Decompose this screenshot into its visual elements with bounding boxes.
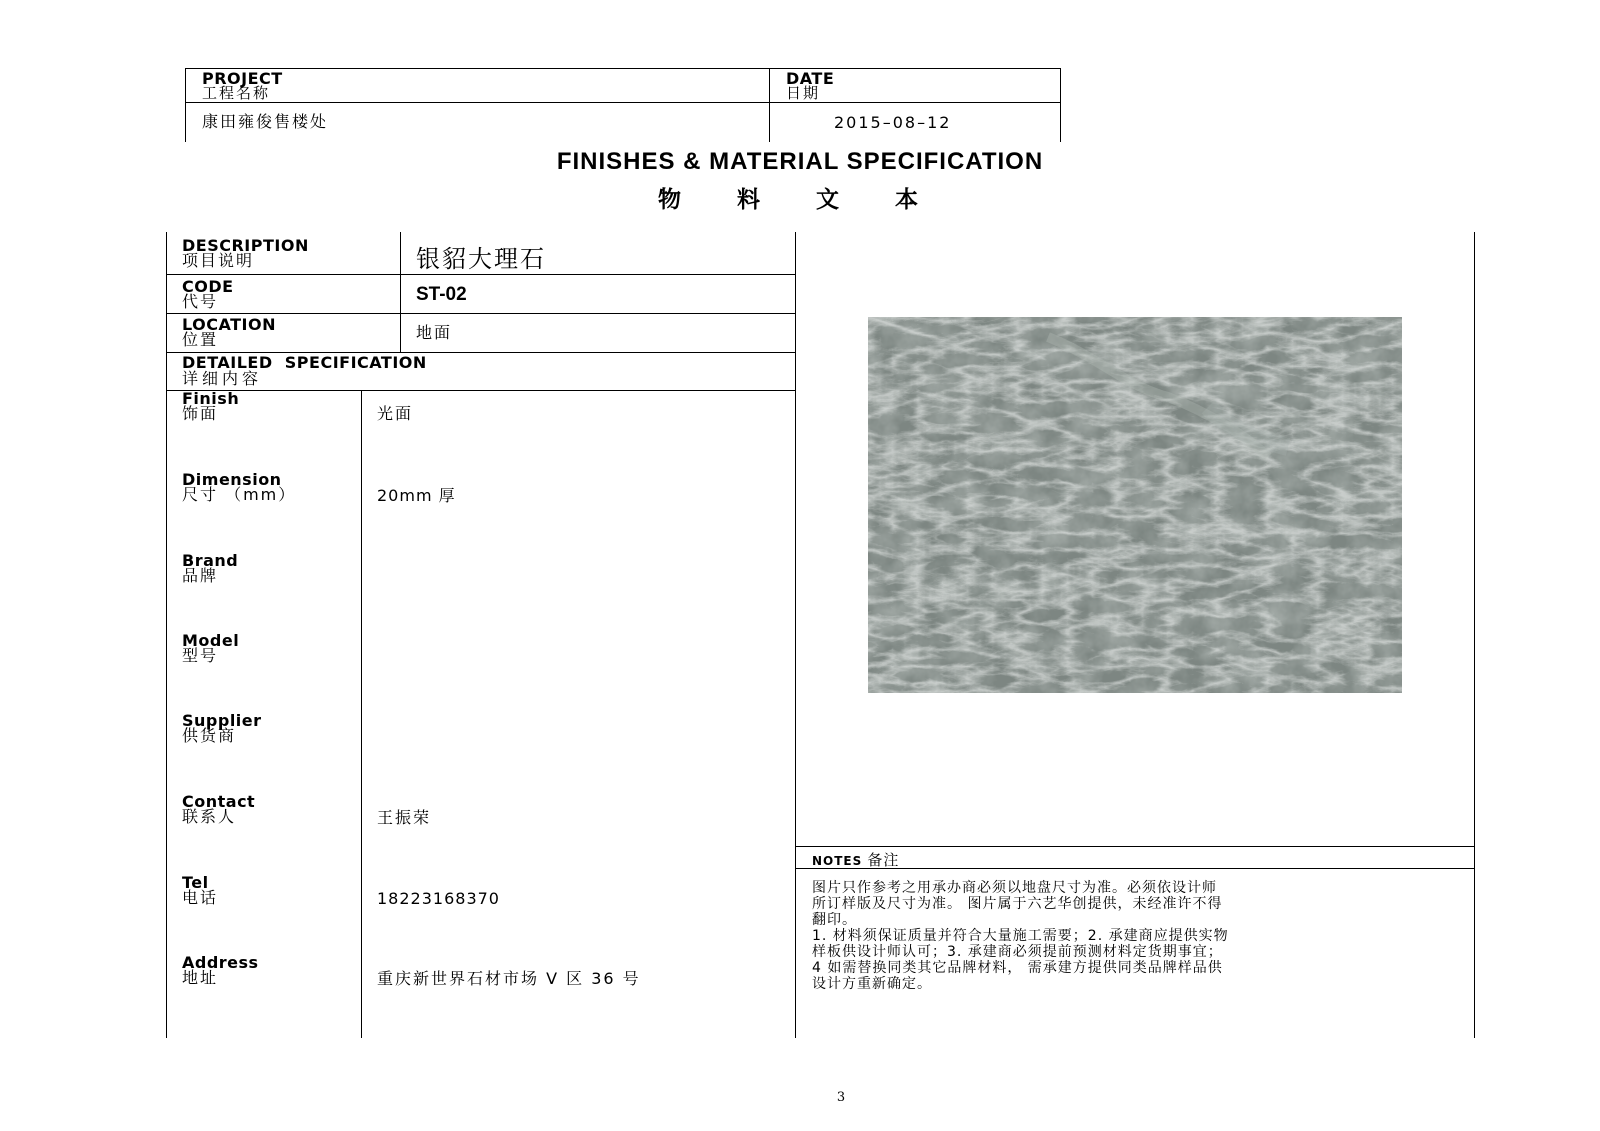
description-label-zh: 项目说明 — [182, 251, 255, 270]
project-label-zh: 工程名称 — [202, 84, 271, 102]
divider — [166, 313, 796, 314]
divider — [186, 102, 1060, 103]
notes-line: 设计方重新确定。 — [812, 976, 932, 992]
date-value: 2015–08–12 — [834, 113, 952, 132]
contact-label-zh: 联系人 — [182, 807, 237, 826]
divider — [795, 846, 1475, 847]
divider — [400, 232, 401, 352]
divider — [361, 390, 362, 1038]
detailed-spec-label-zh: 详细内容 — [182, 369, 263, 388]
document-title-zh: 物 料 文 本 — [657, 187, 943, 213]
project-header-table — [185, 68, 1061, 142]
notes-line: 所订样版及尺寸为准。 图片属于六艺华创提供，未经准许不得 — [812, 896, 1223, 912]
detailed-spec-label-en: DETAILED SPECIFICATION — [182, 353, 427, 372]
divider — [769, 69, 770, 142]
address-value: 重庆新世界石材市场 V 区 36 号 — [377, 969, 641, 988]
model-label-en: Model — [182, 631, 240, 650]
brand-label-en: Brand — [182, 551, 239, 570]
code-label-zh: 代号 — [182, 292, 219, 311]
contact-value: 王振荣 — [377, 808, 432, 827]
project-label-en: PROJECT — [202, 69, 283, 88]
notes-text — [812, 880, 1462, 992]
notes-label-en: NOTES — [812, 854, 863, 868]
divider — [166, 274, 796, 275]
date-label-zh: 日期 — [786, 84, 821, 102]
supplier-label-zh: 供货商 — [182, 726, 237, 745]
notes-line: 图片只作参考之用承办商必须以地盘尺寸为准。必须依设计师 — [812, 880, 1217, 896]
dimension-label-zh: 尺寸 （mm） — [182, 485, 297, 504]
dimension-value: 20mm 厚 — [377, 486, 456, 505]
code-value: ST-02 — [416, 284, 467, 305]
tel-label-zh: 电话 — [182, 888, 219, 907]
address-label-zh: 地址 — [182, 968, 219, 987]
tel-label-en: Tel — [182, 873, 209, 892]
finish-label-zh: 饰面 — [182, 404, 219, 423]
frame-right-border — [1474, 232, 1475, 1038]
tel-value: 18223168370 — [377, 889, 500, 908]
notes-line: 样板供设计师认可；3. 承建商必须提前预测材料定货期事宜； — [812, 944, 1223, 960]
notes-label — [812, 849, 899, 870]
notes-line: 翻印。 — [812, 912, 857, 928]
description-value: 银貂大理石 — [416, 245, 546, 273]
model-label-zh: 型号 — [182, 646, 219, 665]
contact-label-en: Contact — [182, 792, 256, 811]
finish-label-en: Finish — [182, 389, 240, 408]
location-value: 地面 — [416, 323, 453, 342]
brand-label-zh: 品牌 — [182, 566, 219, 585]
dimension-label-en: Dimension — [182, 470, 282, 489]
date-label-en: DATE — [786, 69, 835, 88]
page-number: 3 — [836, 1090, 846, 1105]
marble-sample-image — [868, 317, 1402, 693]
code-label-en: CODE — [182, 277, 234, 296]
notes-line: 4 如需替换同类其它品牌材料， 需承建方提供同类品牌样品供 — [812, 960, 1223, 976]
supplier-label-en: Supplier — [182, 711, 262, 730]
location-label-zh: 位置 — [182, 330, 219, 349]
location-label-en: LOCATION — [182, 315, 276, 334]
description-label-en: DESCRIPTION — [182, 236, 309, 255]
project-name-value: 康田雍俊售楼处 — [202, 112, 329, 131]
divider — [166, 390, 796, 391]
address-label-en: Address — [182, 953, 259, 972]
document-title-en: FINISHES & MATERIAL SPECIFICATION — [556, 148, 1044, 175]
finish-value: 光面 — [377, 404, 414, 423]
notes-line: 1. 材料须保证质量并符合大量施工需要；2. 承建商应提供实物 — [812, 928, 1229, 944]
notes-label-zh: 备注 — [867, 851, 900, 869]
